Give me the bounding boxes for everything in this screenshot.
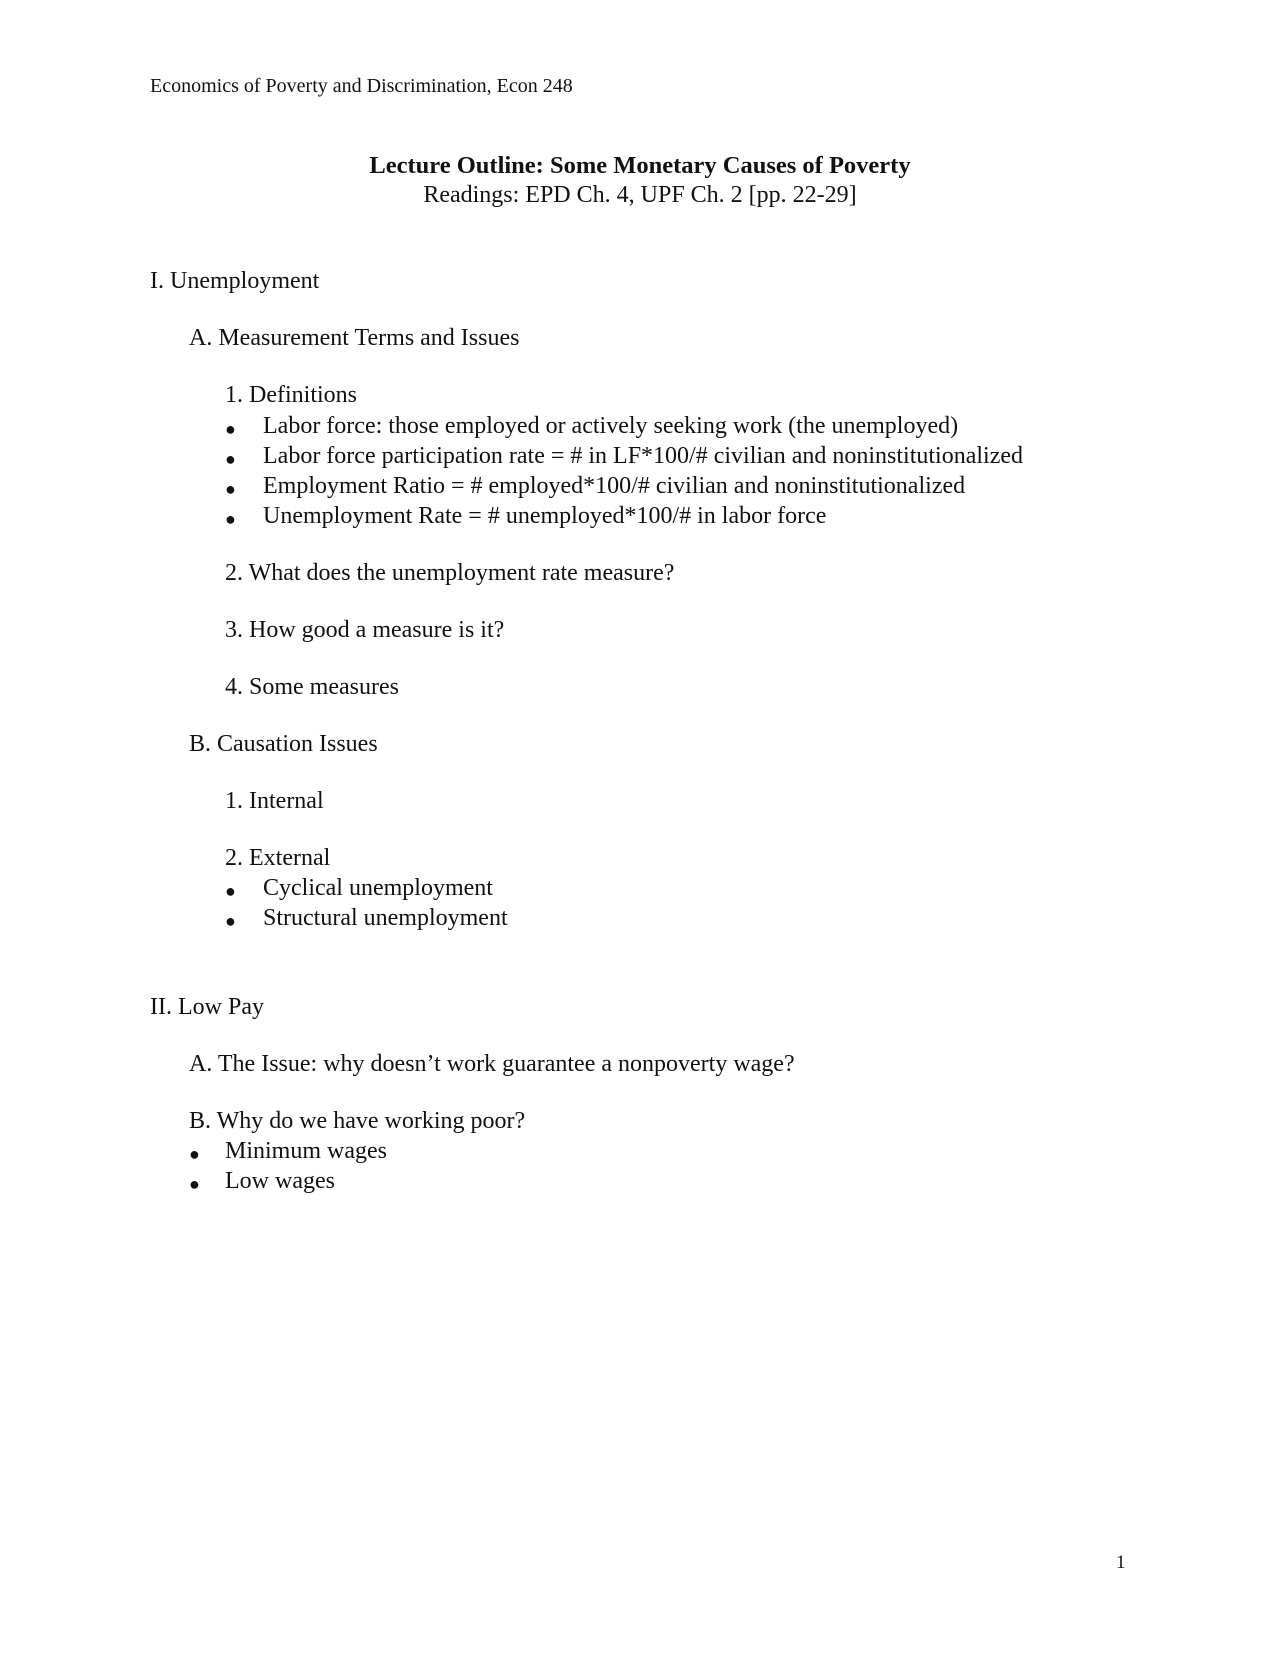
bullet-icon: ● — [225, 911, 236, 931]
item-internal: 1. Internal — [225, 788, 324, 814]
page-number: 1 — [1116, 1552, 1126, 1573]
readings-line: Readings: EPD Ch. 4, UPF Ch. 2 [pp. 22-29] — [423, 182, 857, 208]
subsection-b-heading: B. Causation Issues — [189, 731, 378, 757]
item-what-measure: 2. What does the unemployment rate measure? — [225, 560, 675, 586]
bullet-icon: ● — [225, 881, 236, 901]
item-how-good: 3. How good a measure is it? — [225, 617, 505, 643]
low-pay-bullet: Minimum wages — [225, 1138, 387, 1164]
bullet-icon: ● — [225, 449, 236, 469]
external-bullet: Cyclical unemployment — [263, 875, 493, 901]
bullet-icon: ● — [225, 509, 236, 529]
bullet-icon: ● — [189, 1144, 200, 1164]
definition-bullet: Unemployment Rate = # unemployed*100/# in labor force — [263, 503, 827, 529]
bullet-icon: ● — [189, 1174, 200, 1194]
bullet-icon: ● — [225, 419, 236, 439]
item-some-measures: 4. Some measures — [225, 674, 399, 700]
lecture-title: Lecture Outline: Some Monetary Causes of Poverty — [369, 152, 911, 179]
subsection-a-heading: A. Measurement Terms and Issues — [189, 325, 520, 351]
definition-bullet: Labor force participation rate = # in LF*100/# civilian and noninstitutionalized — [263, 443, 1023, 469]
definition-bullet: Labor force: those employed or actively seeking work (the unemployed) — [263, 413, 959, 439]
subsection-b-heading: B. Why do we have working poor? — [189, 1108, 526, 1134]
item-external: 2. External — [225, 845, 331, 871]
low-pay-bullet: Low wages — [225, 1168, 335, 1194]
definition-bullet: Employment Ratio = # employed*100/# civilian and noninstitutionalized — [263, 473, 966, 499]
course-header: Economics of Poverty and Discrimination, Econ 248 — [150, 75, 573, 97]
external-bullet: Structural unemployment — [263, 905, 508, 931]
section-ii-heading: II. Low Pay — [150, 994, 264, 1020]
section-i-heading: I. Unemployment — [150, 268, 320, 294]
subsection-a-heading: A. The Issue: why doesn’t work guarantee a nonpoverty wage? — [189, 1051, 795, 1077]
bullet-icon: ● — [225, 479, 236, 499]
item-definitions: 1. Definitions — [225, 382, 357, 408]
